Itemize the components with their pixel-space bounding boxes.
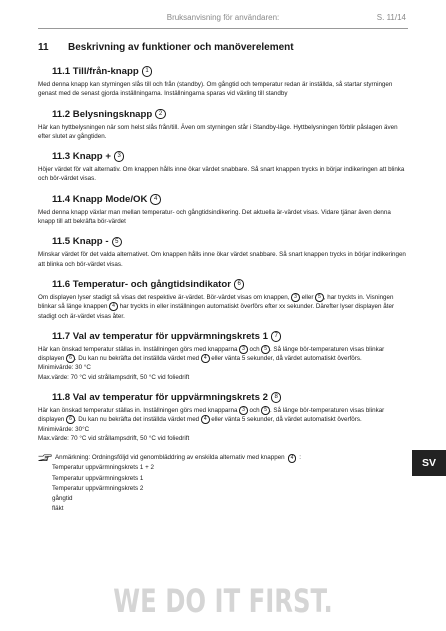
section-title-text: 11.7 Val av temperatur för uppvärmningskrets 1 (52, 330, 268, 342)
list-item: fläkt (52, 505, 64, 513)
section-title (52, 236, 408, 247)
section-body: Med denna knapp växlar man mellan temperatur- och gångtidsindikering. Det aktuella är-värdet visas. Vidare tjänar även denna knapp till att bekräfta bör-värdet (38, 208, 391, 226)
body-text: visas blinkar displayen (38, 407, 385, 424)
section-body: Minskar värdet för det valda alternativet. Om knappen hålls inne ökar värdet snabbare. Så snart knappen trycks in börjar indikeringen att blinka och bör-värdet visas. (38, 251, 406, 268)
section-11-6 (38, 279, 408, 321)
circled-number-icon: 7 (271, 331, 282, 342)
note-text: Anmärkning: Ordningsföljd vid genombläddring av enskilda alternativ med knappen (55, 454, 285, 462)
section-11-8 (38, 392, 408, 443)
body-text: har tryckts in eller inställningen automatiskt överförs efter xx sekunder. Därefter lyser displayen åter stadigt och är-värdet visas åter. (38, 303, 395, 320)
circled-number-icon: 6 (66, 415, 75, 424)
section-title (52, 151, 408, 162)
language-tab: SV (412, 450, 446, 476)
circled-number-icon: 3 (114, 151, 125, 162)
body-text: Här kan önskad temperatur ställas in. Inställningen görs med knapparna (38, 407, 238, 415)
body-text: eller vänta 5 sekunder, då värdet automatiskt överförs. (211, 416, 362, 424)
circled-number-icon: 5 (261, 406, 270, 415)
section-11-4 (38, 194, 408, 227)
circled-number-icon: 3 (239, 345, 248, 354)
page-content (38, 42, 408, 514)
section-body: Med denna knapp kan styrningen slås till och från (standby). Om gångtid och temperatur redan är inställda, så startar styrningen genast med de senast gjorda inställningarna. Inställningarna sparas vid växling till standby (38, 81, 393, 98)
page-header (0, 0, 446, 32)
circled-number-icon: 5 (112, 237, 123, 248)
section-11-5 (38, 236, 408, 269)
min-value-text: Minimivärde: 30 °C (38, 364, 91, 372)
section-title (52, 109, 408, 120)
chapter-title: Beskrivning av funktioner och manöverelement (68, 42, 294, 53)
section-title-text: 11.1 Till/från-knapp (52, 66, 139, 77)
body-text: . Så länge bör-temperaturen (269, 407, 349, 415)
circled-number-icon: 8 (271, 392, 282, 403)
section-title-text: 11.2 Belysningsknapp (52, 108, 153, 120)
note-heading (38, 453, 408, 463)
list-item: Temperatur uppvärmningskrets 2 (52, 484, 144, 492)
body-text: och (249, 345, 260, 353)
section-11-1 (38, 66, 408, 99)
footer-slogan: WE DO IT FIRST. (113, 582, 333, 620)
circled-number-icon: 4 (288, 454, 297, 463)
body-text: . Du kan nu bekräfta det inställda värdet med (74, 416, 200, 424)
circled-number-icon: 1 (142, 66, 153, 77)
body-text: . Du kan nu bekräfta det inställda värdet med (74, 355, 200, 363)
chapter-number: 11 (38, 42, 49, 53)
section-title (52, 194, 408, 205)
body-text: eller vänta 5 sekunder, då värdet automatiskt överförs. (211, 355, 362, 363)
circled-number-icon: 6 (234, 279, 245, 290)
section-title (52, 331, 408, 342)
note-list (38, 463, 408, 514)
circled-number-icon: 4 (201, 354, 210, 363)
list-item: Temperatur uppvärmningskrets 1 + 2 (52, 464, 154, 472)
section-title-text: 11.4 Knapp Mode/OK (52, 193, 148, 205)
circled-number-icon: 3 (291, 293, 300, 302)
pointing-hand-icon (38, 454, 52, 462)
body-text: och (249, 407, 260, 415)
header-page-number: S. 11/14 (376, 13, 406, 22)
section-11-2 (38, 109, 408, 142)
section-body (38, 345, 408, 382)
note-block (38, 453, 408, 514)
section-body: Här kan hyttbelysningen när som helst slås från/till. Även om styrningen står i Standby-läge. Hyttbelysningen förblir påslagen även efter slutet av gångtiden. (38, 123, 398, 140)
max-value-text: Max.värde: 70 °C vid strållampsdrift, 50 °C vid foliedrift (38, 373, 190, 381)
section-title-text: 11.6 Temperatur- och gångtidsindikator (52, 278, 231, 290)
chapter-heading (38, 42, 408, 53)
header-title: Bruksanvisning för användaren: (166, 13, 280, 22)
section-title (52, 279, 408, 290)
body-text: Om displayen lyser stadigt så visas det respektive är-värdet. Bör-värdet visas om knappen, (38, 293, 290, 301)
body-text: , har (323, 293, 337, 301)
body-text: . Så länge bör-temperaturen (269, 345, 349, 353)
section-11-7 (38, 331, 408, 382)
circled-number-icon: 4 (201, 415, 210, 424)
circled-number-icon: 5 (261, 345, 270, 354)
section-body (38, 293, 408, 321)
section-title-text: 11.8 Val av temperatur för uppvärmningskrets 2 (52, 392, 268, 404)
circled-number-icon: 4 (150, 194, 161, 205)
body-text: tryckts in. Visningen blinkar så länge knappen (38, 293, 394, 311)
list-item: Temperatur uppvärmningskrets 1 (52, 474, 144, 482)
section-11-3 (38, 151, 408, 184)
circled-number-icon: 6 (66, 354, 75, 363)
body-text: visas blinkar displayen (38, 345, 385, 363)
section-title (52, 66, 408, 77)
note-text: : (299, 454, 301, 462)
section-title-text: 11.5 Knapp - (52, 236, 109, 248)
circled-number-icon: 4 (109, 302, 118, 311)
section-title-text: 11.3 Knapp + (52, 151, 111, 163)
body-text: eller (301, 293, 314, 301)
section-title (52, 392, 408, 403)
section-body (38, 406, 408, 443)
circled-number-icon: 2 (155, 109, 166, 120)
circled-number-icon: 5 (315, 293, 324, 302)
section-body: Höjer värdet för valt alternativ. Om knappen hålls inne ökar värdet snabbare. Så snart knappen trycks in börjar indikeringen att blinka och bör-värdet visas. (38, 166, 405, 183)
min-value-text: Minimivärde: 30°C (38, 425, 90, 433)
max-value-text: Max.värde: 70 °C vid strållampsdrift, 50 °C vid foliedrift (38, 434, 190, 442)
body-text: Här kan önskad temperatur ställas in. Inställningen görs med knapparna (38, 345, 238, 353)
header-divider (38, 28, 408, 29)
list-item: gångtid (52, 495, 73, 503)
circled-number-icon: 3 (239, 406, 248, 415)
